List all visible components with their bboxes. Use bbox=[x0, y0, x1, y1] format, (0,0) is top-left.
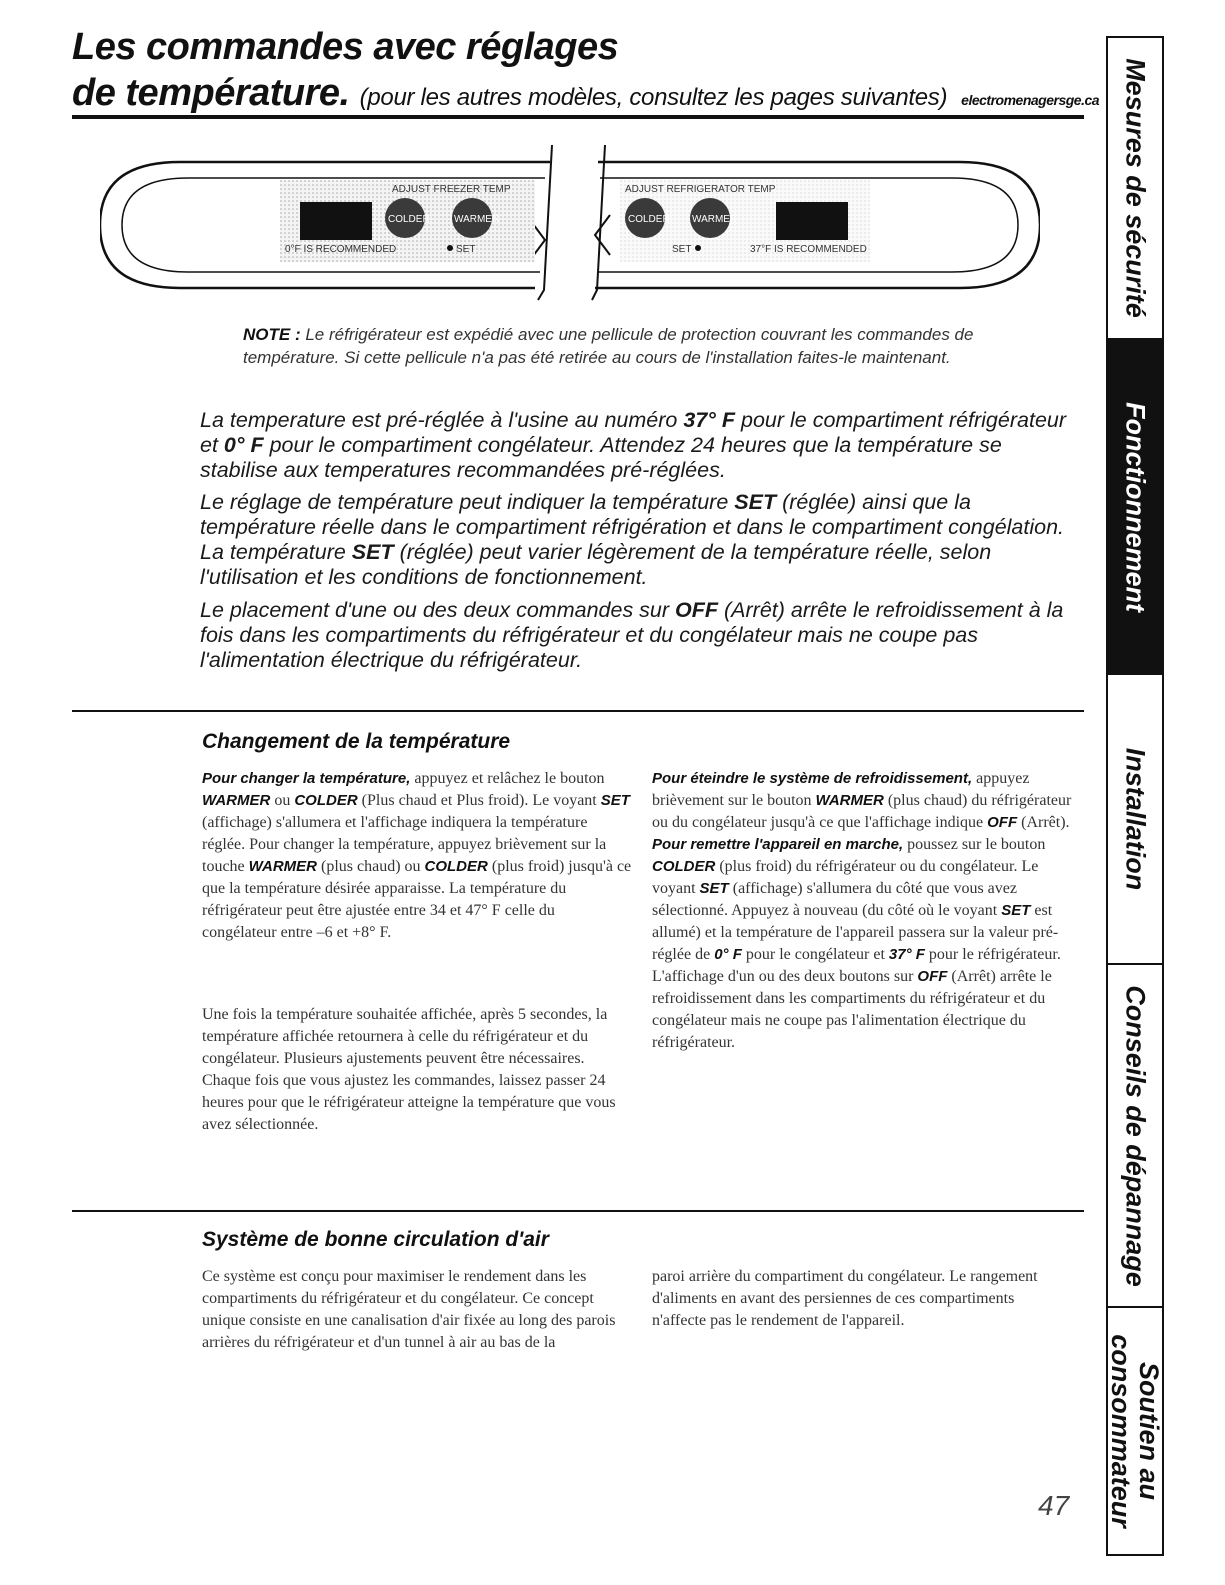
emphasis: 37° F bbox=[888, 946, 925, 963]
refrigerator-label: ADJUST REFRIGERATOR TEMP bbox=[625, 184, 776, 195]
sidebar-section-tabs bbox=[1106, 36, 1164, 1556]
text: (plus froid) jusqu'à ce que la température désirée apparaisse. La température du réfrigérateur peut être ajustée entre 34 et 47° F celle du congélateur entre –6 et +8° F. bbox=[202, 858, 632, 941]
warmer-label-freezer: WARMER bbox=[454, 214, 500, 225]
emphasis: SET bbox=[699, 880, 729, 897]
text: La temperature est pré-réglée à l'usine au numéro bbox=[200, 408, 678, 432]
note bbox=[243, 323, 1033, 369]
tab-consumer-support-label bbox=[1107, 1334, 1163, 1528]
temperature-change-col2 bbox=[652, 768, 1082, 1054]
freezer-set-indicator bbox=[447, 245, 453, 251]
colder-label-refrigerator: COLDER bbox=[628, 214, 670, 225]
emphasis: 37° F bbox=[683, 408, 735, 432]
emphasis: SET bbox=[1001, 902, 1031, 919]
warmer-label-refrigerator: WARMER bbox=[692, 214, 738, 225]
emphasis: OFF bbox=[675, 598, 719, 622]
tab-consumer-support-line1: Soutien au bbox=[1134, 1361, 1164, 1500]
tab-safety-label: Mesures de sécurité bbox=[1120, 58, 1151, 318]
text: Le placement d'une ou des deux commandes sur bbox=[200, 598, 670, 622]
freezer-display bbox=[300, 202, 372, 240]
text: pour le compartiment réfrigérateur et bbox=[200, 408, 1067, 457]
refrigerator-set-label: SET bbox=[672, 244, 692, 255]
emphasis: COLDER bbox=[424, 858, 488, 875]
tab-installation[interactable] bbox=[1108, 675, 1162, 965]
emphasis: SET bbox=[600, 792, 630, 809]
emphasis: OFF bbox=[917, 968, 948, 985]
temperature-control-panel-illustration bbox=[100, 140, 1040, 305]
intro-paragraph-3 bbox=[200, 598, 1080, 673]
section-heading-air-circulation: Système de bonne circulation d'air bbox=[202, 1228, 549, 1251]
text: (réglée) peut varier légèrement de la température réelle, selon l'utilisation et les conditions de fonctionnement. bbox=[200, 540, 992, 589]
emphasis: SET bbox=[734, 490, 777, 514]
tab-troubleshooting[interactable] bbox=[1108, 965, 1162, 1308]
air-circulation-col2: paroi arrière du compartiment du congélateur. Le rangement d'aliments en avant des persiennes de ces compartiments n'affecte pas le rendement de l'appareil. bbox=[652, 1268, 1038, 1329]
emphasis: WARMER bbox=[202, 792, 271, 809]
tab-operation-label: Fonctionnement bbox=[1120, 401, 1151, 612]
text: (Arrêt) arrête le refroidissement à la fois dans les compartiments du réfrigérateur et du congélateur mais ne coupe pas l'alimentation électrique du réfrigérateur. bbox=[200, 598, 1064, 672]
text: (plus chaud) ou bbox=[320, 858, 421, 875]
text: appuyez brièvement sur le bouton bbox=[652, 770, 1030, 809]
page-subtitle: (pour les autres modèles, consultez les pages suivantes) bbox=[359, 84, 948, 111]
text: (Arrêt). bbox=[1021, 814, 1070, 831]
intro-paragraph-1 bbox=[200, 408, 1080, 483]
text: (affichage) s'allumera du côté que vous avez sélectionné. Appuyez à nouveau (du côté où le voyant bbox=[652, 880, 1017, 919]
tab-consumer-support[interactable] bbox=[1108, 1308, 1162, 1554]
page-number: 47 bbox=[1038, 1490, 1070, 1521]
text: pour le réfrigérateur. L'affichage d'un ou des deux boutons sur bbox=[652, 946, 1061, 985]
text: Le réglage de température peut indiquer la température bbox=[200, 490, 729, 514]
text: est allumé) et la température de l'appareil passera sur la valeur pré-réglée de bbox=[652, 902, 1059, 963]
text: pour le congélateur et bbox=[745, 946, 885, 963]
text: (plus chaud) du réfrigérateur ou du congélateur jusqu'à ce que l'affichage indique bbox=[652, 792, 1072, 831]
text: poussez sur le bouton bbox=[907, 836, 1046, 853]
section-divider-2 bbox=[72, 1210, 1084, 1212]
text: (affichage) s'allumera et l'affichage indiquera la température réglée. Pour changer la température, appuyez brièvement sur la touche bbox=[202, 814, 607, 875]
text: ou bbox=[274, 792, 291, 809]
refrigerator-set-indicator bbox=[695, 245, 701, 251]
tab-installation-label: Installation bbox=[1120, 747, 1151, 891]
note-text: Le réfrigérateur est expédié avec une pellicule de protection couvrant les commandes de température. Si cette pellicule n'a pas été retirée au cours de l'installation faites-le maintenant. bbox=[243, 325, 974, 367]
text: (plus froid) du réfrigérateur ou du congélateur. Le voyant bbox=[652, 858, 1039, 897]
emphasis: WARMER bbox=[815, 792, 884, 809]
tab-operation[interactable] bbox=[1108, 340, 1162, 675]
freezer-set-label: SET bbox=[456, 244, 476, 255]
text: appuyez et relâchez le bouton bbox=[414, 770, 605, 787]
lead: Pour remettre l'appareil en marche, bbox=[652, 836, 904, 853]
emphasis: 0° F bbox=[223, 433, 264, 457]
freezer-recommended: 0°F IS RECOMMENDED bbox=[285, 244, 397, 255]
tab-safety[interactable] bbox=[1108, 38, 1162, 340]
temperature-change-col1-p1 bbox=[202, 768, 632, 944]
air-circulation-col1: Ce système est conçu pour maximiser le rendement dans les compartiments du réfrigérateur et du congélateur. Ce concept unique consiste en une canalisation d'air fixée au long des parois arrières du réfrigérateur et d'un tunnel à air au bas de la bbox=[202, 1268, 616, 1351]
page-title-line1: Les commandes avec réglages bbox=[72, 26, 619, 68]
emphasis: WARMER bbox=[248, 858, 317, 875]
text: (réglée) ainsi que la température réelle dans le compartiment réfrigération et dans le compartiment congélation. La température bbox=[200, 490, 1065, 564]
colder-label-freezer: COLDER bbox=[388, 214, 430, 225]
tab-consumer-support-line2: consommateur bbox=[1106, 1334, 1136, 1528]
website-link[interactable]: electromenagersge.ca bbox=[961, 92, 1100, 108]
title-rule bbox=[72, 115, 1084, 119]
lead: Pour éteindre le système de refroidissement, bbox=[652, 770, 973, 787]
intro-paragraph-2 bbox=[200, 490, 1080, 590]
text: (Plus chaud et Plus froid). Le voyant bbox=[361, 792, 597, 809]
refrigerator-display bbox=[776, 202, 848, 240]
emphasis: COLDER bbox=[294, 792, 358, 809]
tab-troubleshooting-label: Conseils de dépannage bbox=[1120, 984, 1151, 1287]
emphasis: 0° F bbox=[714, 946, 742, 963]
section-heading-temperature-change: Changement de la température bbox=[202, 730, 511, 753]
temperature-change-col1-p2: Une fois la température souhaitée affichée, après 5 secondes, la température affichée retournera à celle du réfrigérateur et du congélateur. Plusieurs ajustements peuvent être nécessaires. Chaque fois que vous ajustez les commandes, laissez passer 24 heures pour que le réfrigérateur atteigne la température que vous avez sélectionnée. bbox=[202, 1006, 616, 1133]
text: pour le compartiment congélateur. Attendez 24 heures que la température se stabilise aux temperatures recommandées pré-réglées. bbox=[200, 433, 1002, 482]
page-title-line2 bbox=[72, 72, 1099, 115]
note-label: NOTE : bbox=[243, 325, 301, 344]
lead: Pour changer la température, bbox=[202, 770, 411, 787]
freezer-label: ADJUST FREEZER TEMP bbox=[392, 184, 511, 195]
section-divider-1 bbox=[72, 710, 1084, 712]
page-title-main: de température. bbox=[72, 72, 350, 114]
refrigerator-recommended: 37°F IS RECOMMENDED bbox=[750, 244, 867, 255]
text: (Arrêt) arrête le refroidissement dans les compartiments du réfrigérateur et du congélateur mais ne coupe pas l'alimentation électrique du réfrigérateur. bbox=[652, 968, 1052, 1051]
emphasis: OFF bbox=[987, 814, 1018, 831]
emphasis: COLDER bbox=[652, 858, 716, 875]
emphasis: SET bbox=[351, 540, 394, 564]
